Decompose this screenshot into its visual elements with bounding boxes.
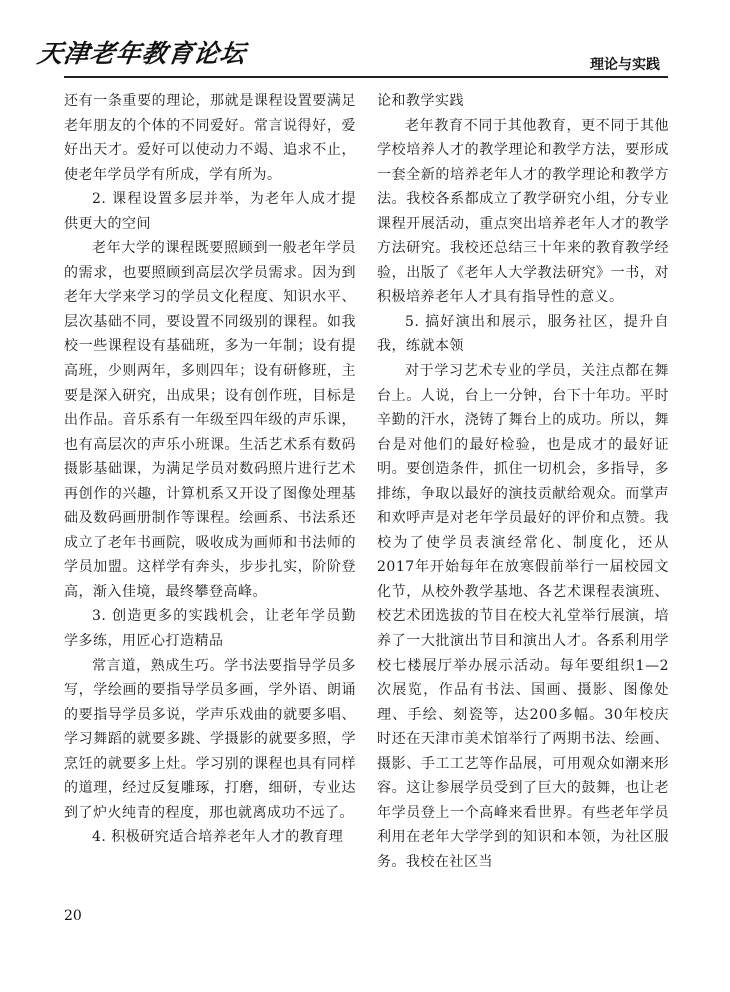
paragraph: 常言道，熟成生巧。学书法要指导学员多写，学绘画的要指导学员多画，学外语、朗诵的要指导学员多说，学声乐戏曲的就要多唱、学习舞蹈的就要多跳、学摄影的就要多照，学烹饪的就要多上灶。学习别的课程也具有同样的道理，经过反复雕琢，打磨，细研，专业达到了炉火纯青的程度，那也就离成功不远了。 <box>64 657 356 821</box>
journal-masthead: 天津老年教育论坛 <box>35 39 248 68</box>
paragraph: 还有一条重要的理论，那就是课程设置要满足老年朋友的个体的不同爱好。常言说得好，爱好出天才。爱好可以使动力不竭、追求不止，使老年学员学有所成，学有所为。 <box>64 93 356 183</box>
page-number: 20 <box>64 908 82 924</box>
section-heading: 3. 创造更多的实践机会，让老年学员勤学多练，用匠心打造精品 <box>64 608 356 650</box>
left-column <box>64 89 356 850</box>
section-heading: 5. 搞好演出和展示，服务社区，提升自我，练就本领 <box>377 313 669 355</box>
paragraph: 对于学习艺术专业的学员，关注点都在舞台上。人说，台上一分钟，台下十年功。平时辛勤的汗水，浇铸了舞台上的成功。所以，舞台是对他们的最好检验，也是成才的最好证明。要创造条件，抓住一切机会，多指导，多排练，争取以最好的演技贡献给观众。而掌声和欢呼声是对老年学员最好的评价和点赞。我校为了使学员表演经常化、制度化，还从2017年开始每年在放寒假前举行一届校园文化节，从校外教学基地、各艺术课程表演班、校艺术团选拔的节目在校大礼堂举行展演，培养了一大批演出节目和演出人才。各系利用学校七楼展厅举办展示活动。每年要组织1—2次展览，作品有书法、国画、摄影、图像处理、手绘、刻瓷等，达200多幅。30年校庆时还在天津市美术馆举行了两期书法、绘画、摄影、手工工艺等作品展，可用观众如潮来形容。这让参展学员受到了巨大的鼓舞，也让老年学员登上一个高峰来看世界。有些老年学员利用在老年大学学到的知识和本领，为社区服务。我校在社区当 <box>377 363 669 870</box>
section-heading: 2. 课程设置多层并举，为老年人成才提供更大的空间 <box>64 191 356 232</box>
section-heading: 4. 积极研究适合培养老年人才的教育理 <box>92 829 344 846</box>
paragraph: 老年大学的课程既要照顾到一般老年学员的需求，也要照顾到高层次学员需求。因为到老年大学来学习的学员文化程度、知识水平、层次基础不同，要设置不同级别的课程。如我校一些课程设有基础班，多为一年制；设有提高班，少则两年，多则四年；设有研修班，主要是深入研究，出成果；设有创作班，目标是出作品。音乐系有一年级至四年级的声乐课，也有高层次的声乐小班课。生活艺术系有数码摄影基础课，为满足学员对数码照片进行艺术再创作的兴趣，计算机系又开设了图像处理基础及数码画册制作等课程。绘画系、书法系还成立了老年书画院，吸收成为画师和书法师的学员加盟。这样学有奔头，步步扎实，阶阶登高，渐入佳境，最终攀登高峰。 <box>64 240 356 600</box>
section-label: 理论与实践 <box>590 57 660 73</box>
right-column <box>377 89 669 875</box>
section-heading-continued: 论和教学实践 <box>377 93 464 109</box>
paragraph: 老年教育不同于其他教育，更不同于其他学校培养人才的教学理论和教学方法，要形成一套全新的培养老年人才的教学理论和教学方法。我校各系都成立了教学研究小组，分专业课程开展活动，重点突出培养老年人才的教学方法研究。我校还总结三十年来的教育教学经验，出版了《老年人大学教法研究》一书，对积极培养老年人才具有指导性的意义。 <box>377 117 669 306</box>
header-rule <box>64 76 668 78</box>
page-header <box>0 0 730 80</box>
